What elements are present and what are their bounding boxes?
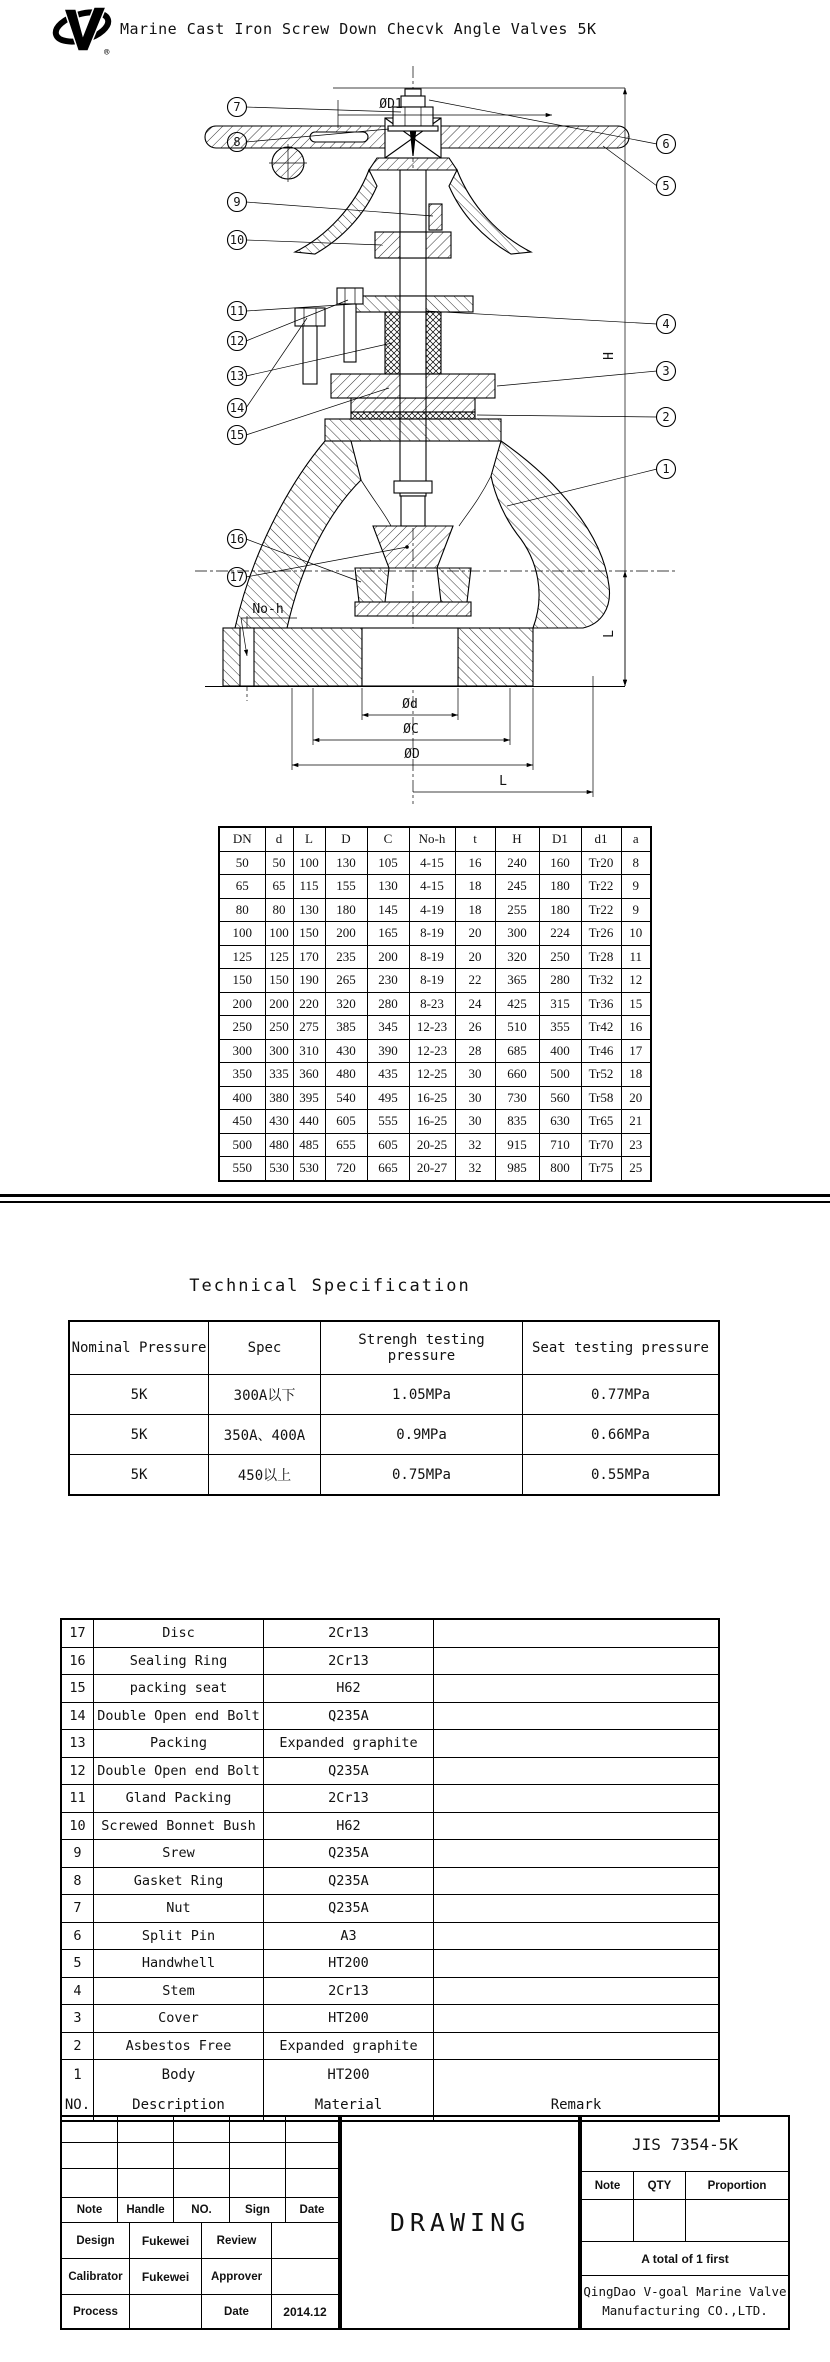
callout-1	[657, 460, 676, 479]
qty-empty-row	[582, 2200, 788, 2242]
parts-row	[62, 1758, 718, 1786]
calibrator-label: Calibrator	[62, 2259, 130, 2294]
dimension-row: 100 100 150 200 165 8-19 20 300 224 Tr26 10	[219, 922, 651, 946]
part-material: HT200	[264, 1950, 434, 1977]
part-remark	[434, 1813, 718, 1840]
part-remark	[434, 1675, 718, 1702]
process-value	[130, 2295, 202, 2329]
spec-table	[68, 1320, 720, 1496]
dimension-row: 250 250 275 385 345 12-23 26 510 355 Tr42 16	[219, 1016, 651, 1040]
callout-4	[657, 315, 676, 334]
sealing-ring-right	[437, 568, 471, 602]
part-material: 2Cr13	[264, 1620, 434, 1647]
part-description: Disc	[94, 1620, 264, 1647]
callout-12	[228, 332, 247, 351]
parts-row	[62, 1978, 718, 2006]
parts-row	[62, 2060, 718, 2090]
part-material: HT200	[264, 2005, 434, 2032]
svg-text:15: 15	[229, 428, 245, 442]
process-row	[62, 2295, 338, 2329]
dim-l-bottom-label: L	[499, 774, 507, 789]
part-material: H62	[264, 1675, 434, 1702]
part-remark	[434, 2033, 718, 2060]
dimension-row: 450 430 440 605 555 16-25 30 835 630 Tr65 21	[219, 1110, 651, 1134]
part-number: 3	[62, 2005, 94, 2032]
body-flange-section	[325, 419, 501, 441]
column-header: D	[325, 827, 367, 851]
part-description: Stem	[94, 1978, 264, 2005]
yoke-arm-left	[295, 170, 377, 254]
part-remark	[434, 1730, 718, 1757]
part-remark	[434, 1950, 718, 1977]
parts-col-material: Material	[264, 2090, 434, 2120]
dimension-row: 550 530 530 720 665 20-27 32 985 800 Tr75 25	[219, 1157, 651, 1181]
part-material: 2Cr13	[264, 1978, 434, 2005]
vgoal-logo-icon	[52, 5, 116, 57]
spec-col-header: Strengh testing pressure	[320, 1322, 522, 1374]
body-wall-left	[235, 441, 361, 628]
svg-text:5: 5	[662, 179, 670, 193]
spec-header-row	[70, 1322, 718, 1374]
dimension-row: 150 150 190 265 230 8-19 22 365 280 Tr32 12	[219, 969, 651, 993]
calibrator-row	[62, 2259, 338, 2295]
part-number: 1	[62, 2060, 94, 2090]
callout-15	[228, 426, 247, 445]
part-description: Srew	[94, 1840, 264, 1867]
page-title: Marine Cast Iron Screw Down Checvk Angle Valves 5K	[120, 20, 597, 38]
dimension-row: 350 335 360 480 435 12-25 30 660 500 Tr52 18	[219, 1063, 651, 1087]
company-name: QingDao V-goal Marine Valve Manufacturing CO.,LTD.	[583, 2284, 787, 2318]
column-header: a	[621, 827, 651, 851]
column-header: t	[455, 827, 495, 851]
part-number: 5	[62, 1950, 94, 1977]
part-description: Nut	[94, 1895, 264, 1922]
body-wall-right	[491, 441, 609, 628]
part-remark	[434, 1785, 718, 1812]
part-material: Q235A	[264, 1895, 434, 1922]
svg-text:8: 8	[233, 135, 241, 149]
svg-text:7: 7	[233, 100, 241, 114]
column-header: H	[495, 827, 539, 851]
parts-row	[62, 1840, 718, 1868]
svg-text:3: 3	[662, 364, 670, 378]
callout-7	[228, 98, 247, 117]
part-remark	[434, 1703, 718, 1730]
drawing-label: DRAWING	[389, 2208, 531, 2237]
part-number: 15	[62, 1675, 94, 1702]
part-description: Screwed Bonnet Bush	[94, 1813, 264, 1840]
part-remark	[434, 1895, 718, 1922]
dimension-row: 500 480 485 655 605 20-25 32 915 710 Tr70 23	[219, 1133, 651, 1157]
bolt-12-head	[337, 288, 363, 304]
part-remark	[434, 1868, 718, 1895]
dimension-row: 65 65 115 155 130 4-15 18 245 180 Tr22 9	[219, 875, 651, 899]
dim-d-small-label: Ød	[402, 697, 418, 712]
dimension-table-header	[219, 827, 651, 851]
parts-row	[62, 1813, 718, 1841]
design-row	[62, 2223, 338, 2259]
part-remark	[434, 1758, 718, 1785]
flange-port	[362, 628, 458, 686]
part-number: 9	[62, 1840, 94, 1867]
part-material: Q235A	[264, 1703, 434, 1730]
parts-row	[62, 1730, 718, 1758]
part-description: Packing	[94, 1730, 264, 1757]
part-description: Split Pin	[94, 1923, 264, 1950]
part-description: Cover	[94, 2005, 264, 2032]
flange-right-section	[458, 628, 533, 686]
titleblock-empty-row	[62, 2143, 338, 2169]
parts-row	[62, 1703, 718, 1731]
dimension-row: 50 50 100 130 105 4-15 16 240 160 Tr20 8	[219, 851, 651, 875]
callout-3	[657, 362, 676, 381]
bolt-14-shaft	[303, 326, 317, 384]
column-header: C	[367, 827, 409, 851]
callout-11	[228, 302, 247, 321]
part-number: 12	[62, 1758, 94, 1785]
packing-left	[385, 312, 400, 374]
callout-6	[657, 135, 676, 154]
part-remark	[434, 1978, 718, 2005]
part-number: 2	[62, 2033, 94, 2060]
svg-text:17: 17	[229, 570, 245, 584]
callout-9	[228, 193, 247, 212]
part-remark	[434, 1923, 718, 1950]
design-value: Fukewei	[130, 2223, 202, 2258]
spec-col-header: Nominal Pressure	[71, 1340, 207, 1356]
part-remark	[434, 1620, 718, 1647]
parts-row	[62, 1895, 718, 1923]
seat-section	[355, 602, 471, 616]
callout-5	[657, 177, 676, 196]
svg-text:6: 6	[662, 137, 670, 151]
divider-line-top	[0, 1194, 830, 1197]
part-description: Body	[94, 2060, 264, 2090]
column-header: D1	[539, 827, 581, 851]
part-material: Q235A	[264, 1840, 434, 1867]
part-remark	[434, 1840, 718, 1867]
total-note: A total of 1 first	[582, 2242, 788, 2276]
part-material: Expanded graphite	[264, 2033, 434, 2060]
svg-text:12: 12	[229, 334, 245, 348]
svg-text:14: 14	[229, 401, 245, 415]
stem-section	[400, 170, 426, 496]
spec-row: 5K 450以上 0.75MPa 0.55MPa	[70, 1454, 718, 1494]
callout-17	[228, 568, 247, 587]
parts-row	[62, 2033, 718, 2061]
approver-label: Approver	[202, 2259, 272, 2294]
dimension-row: 300 300 310 430 390 12-23 28 685 400 Tr46 17	[219, 1039, 651, 1063]
dimension-row: 400 380 395 540 495 16-25 30 730 560 Tr58 20	[219, 1086, 651, 1110]
dim-d1-label: ØD1	[379, 97, 403, 112]
part-remark	[434, 2005, 718, 2032]
part-description: Gasket Ring	[94, 1868, 264, 1895]
part-material: H62	[264, 1813, 434, 1840]
part-remark	[434, 1648, 718, 1675]
svg-text:4: 4	[662, 317, 670, 331]
part-material: Expanded graphite	[264, 1730, 434, 1757]
part-material: HT200	[264, 2060, 434, 2090]
disc-section	[373, 526, 453, 568]
svg-text:9: 9	[233, 195, 241, 209]
svg-text:13: 13	[229, 369, 245, 383]
review-value	[272, 2223, 338, 2258]
callout-16	[228, 530, 247, 549]
svg-text:1: 1	[662, 462, 670, 476]
titleblock-empty-row	[62, 2117, 338, 2143]
dimension-table	[218, 826, 652, 1182]
dimension-row: 80 80 130 180 145 4-19 18 255 180 Tr22 9	[219, 898, 651, 922]
svg-text:2: 2	[662, 410, 670, 424]
dim-h-label: H	[602, 352, 617, 360]
part-remark	[434, 2060, 718, 2090]
column-header: DN	[219, 827, 265, 851]
column-header: No-h	[409, 827, 455, 851]
valve-section-drawing	[55, 56, 695, 816]
svg-text:10: 10	[229, 233, 245, 247]
parts-row	[62, 1648, 718, 1676]
column-header: d	[265, 827, 293, 851]
titleblock-right-grid	[580, 2115, 790, 2330]
calibrator-value: Fukewei	[130, 2259, 202, 2294]
column-header: d1	[581, 827, 621, 851]
parts-row	[62, 1620, 718, 1648]
part-material: Q235A	[264, 1868, 434, 1895]
part-description: Handwhell	[94, 1950, 264, 1977]
process-label: Process	[62, 2295, 130, 2329]
dimension-row: 125 125 170 235 200 8-19 20 320 250 Tr28 11	[219, 945, 651, 969]
parts-col-remark: Remark	[550, 2097, 602, 2113]
spec-title: Technical Specification	[189, 1276, 471, 1296]
part-number: 11	[62, 1785, 94, 1812]
part-number: 14	[62, 1703, 94, 1730]
part-number: 7	[62, 1895, 94, 1922]
callout-10	[228, 231, 247, 250]
divider-line-bottom	[0, 1201, 830, 1203]
packing-right	[426, 312, 441, 374]
yoke-arm-right	[449, 170, 531, 254]
qty-header-row: Note QTY Proportion	[582, 2172, 788, 2200]
screw-section	[429, 204, 442, 230]
part-number: 13	[62, 1730, 94, 1757]
part-material: 2Cr13	[264, 1785, 434, 1812]
part-number: 6	[62, 1923, 94, 1950]
svg-text:11: 11	[229, 304, 245, 318]
design-label: Design	[62, 2223, 130, 2258]
dim-d-big-label: ØD	[404, 747, 420, 762]
part-description: Double Open end Bolt	[94, 1703, 264, 1730]
parts-row	[62, 1785, 718, 1813]
spec-row: 5K 350A、400A 0.9MPa 0.66MPa	[70, 1414, 718, 1454]
dim-l-side-label: L	[602, 630, 617, 638]
titleblock-empty-row	[62, 2169, 338, 2198]
part-description: Sealing Ring	[94, 1648, 264, 1675]
date-value: 2014.12	[283, 2305, 327, 2319]
standard-number: JIS 7354-5K	[582, 2117, 788, 2172]
pin-cap	[405, 89, 421, 96]
parts-row	[62, 2005, 718, 2033]
part-number: 10	[62, 1813, 94, 1840]
parts-row	[62, 1868, 718, 1896]
parts-row	[62, 1950, 718, 1978]
part-description: Double Open end Bolt	[94, 1758, 264, 1785]
approver-value	[272, 2259, 338, 2294]
dim-c-label: ØC	[403, 722, 419, 737]
part-description: Gland Packing	[94, 1785, 264, 1812]
parts-row	[62, 1675, 718, 1703]
spec-col-header: Seat testing pressure	[522, 1322, 718, 1374]
column-header: L	[293, 827, 325, 851]
gasket-ring-section	[388, 126, 438, 131]
date-label: Date	[202, 2295, 272, 2329]
review-label: Review	[202, 2223, 272, 2258]
dimension-row: 200 200 220 320 280 8-23 24 425 315 Tr36 15	[219, 992, 651, 1016]
callout-2	[657, 408, 676, 427]
part-number: 16	[62, 1648, 94, 1675]
svg-text:16: 16	[229, 532, 245, 546]
parts-row	[62, 1923, 718, 1951]
titleblock-labels-row: Note Handle NO. Sign Date	[62, 2198, 338, 2223]
part-number: 4	[62, 1978, 94, 2005]
gasket-section	[351, 412, 475, 419]
flange-bolt-hole	[240, 628, 254, 686]
callout-13	[228, 367, 247, 386]
titleblock-left-grid	[60, 2115, 340, 2330]
callout-14	[228, 399, 247, 418]
part-number: 8	[62, 1868, 94, 1895]
part-description: Asbestos Free	[94, 2033, 264, 2060]
part-description: packing seat	[94, 1675, 264, 1702]
spec-row: 5K 300A以下 1.05MPa 0.77MPa	[70, 1374, 718, 1414]
spec-col-header: Spec	[208, 1322, 320, 1374]
parts-col-description: Description	[94, 2090, 264, 2120]
part-material: A3	[264, 1923, 434, 1950]
titleblock-drawing-cell	[340, 2115, 580, 2330]
no-h-label: No-h	[252, 602, 284, 617]
part-number: 17	[62, 1620, 94, 1647]
part-material: Q235A	[264, 1758, 434, 1785]
parts-list	[60, 1618, 720, 2122]
parts-col-no: NO.	[62, 2090, 94, 2120]
sealing-ring-left	[355, 568, 389, 602]
registered-mark: ®	[104, 48, 110, 57]
part-material: 2Cr13	[264, 1648, 434, 1675]
